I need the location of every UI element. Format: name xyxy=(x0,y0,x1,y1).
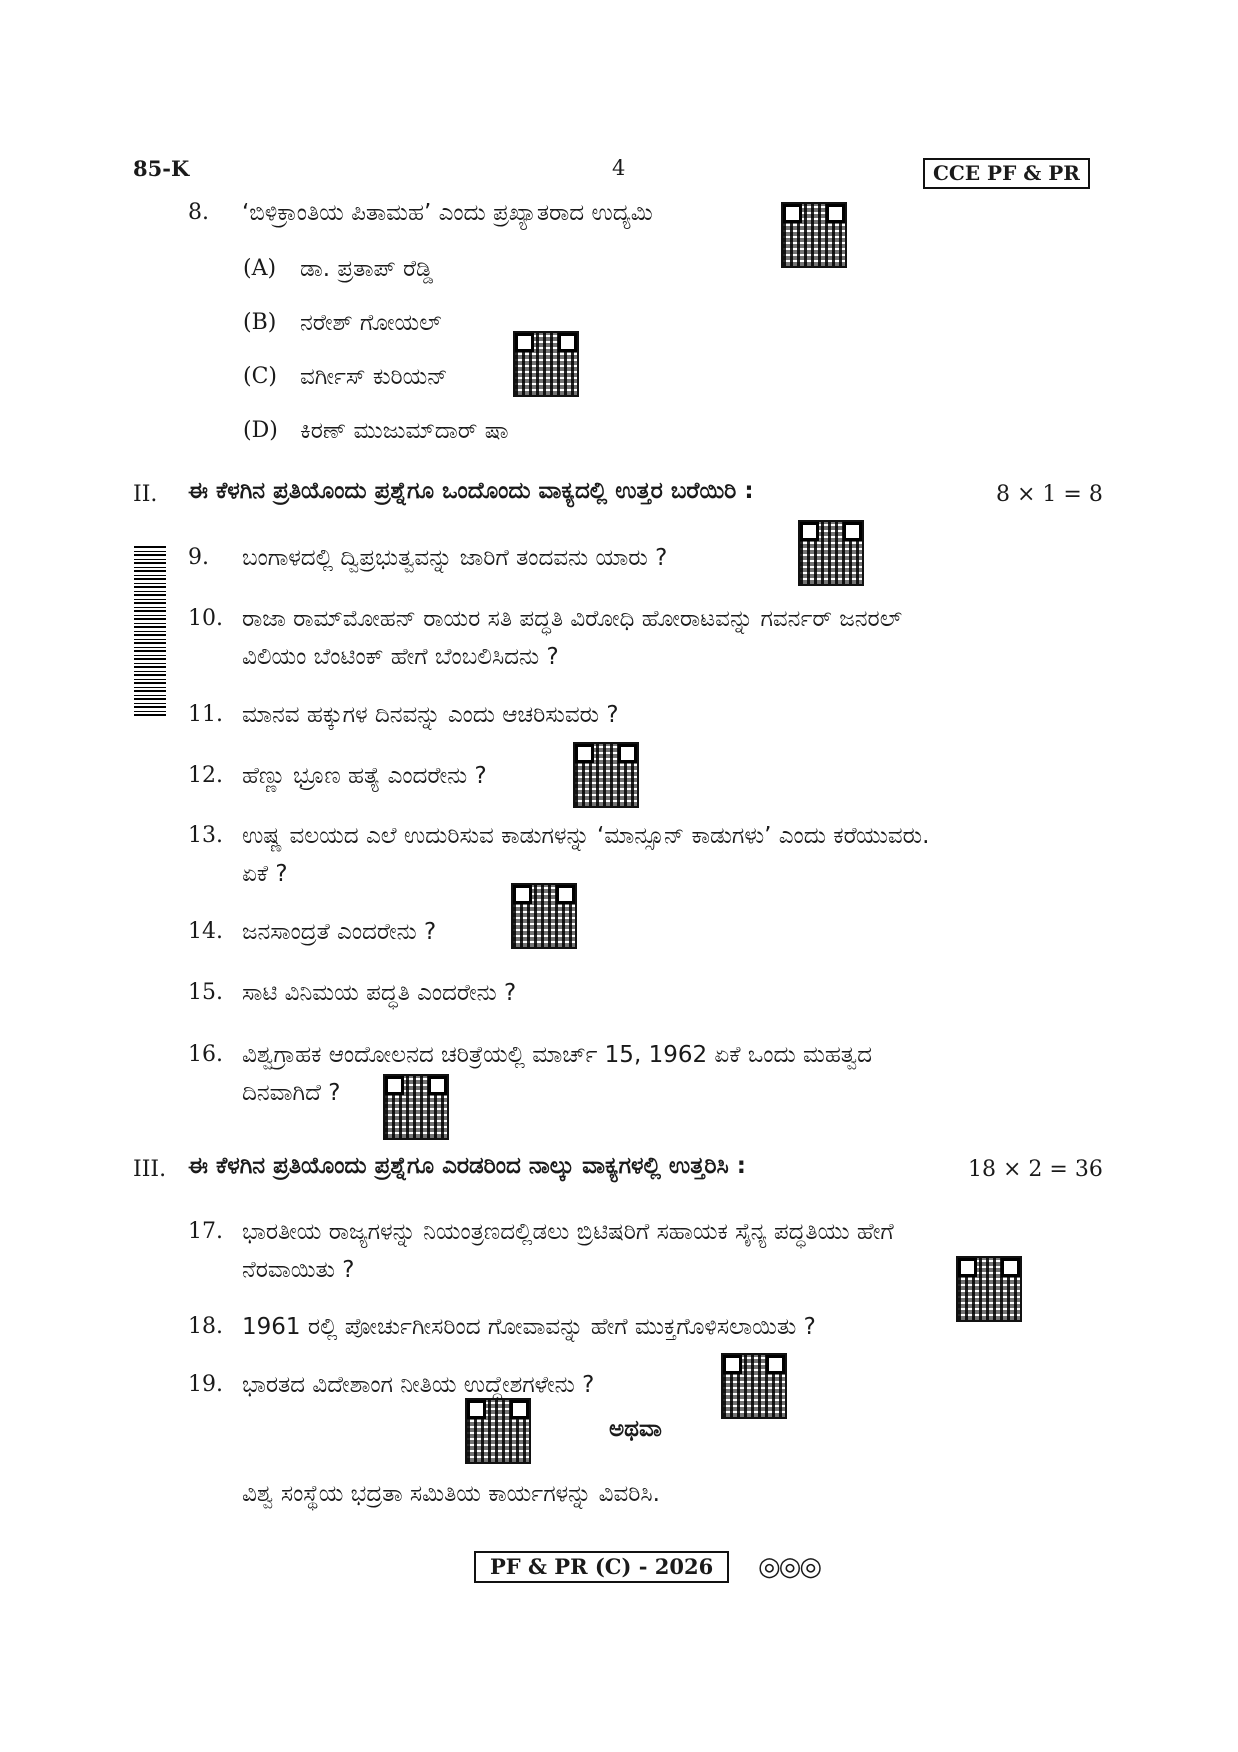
qr-code-icon xyxy=(513,885,575,947)
section-marks: 18 × 2 = 36 xyxy=(968,1157,1103,1182)
question-text-line2: ನೆರವಾಯಿತು ? xyxy=(242,1257,355,1283)
question-number: 8. xyxy=(188,200,209,225)
option-letter: (B) xyxy=(243,310,277,335)
section-number: II. xyxy=(133,482,158,507)
section-instruction: ಈ ಕೆಳಗಿನ ಪ್ರತಿಯೊಂದು ಪ್ರಶ್ನೆಗೂ ಒಂದೊಂದು ವಾಕ್ಯದಲ್ಲಿ ಉತ್ತರ ಬರೆಯಿರಿ : xyxy=(188,478,754,504)
question-number: 18. xyxy=(188,1314,223,1339)
option-text: ಕಿರಣ್ ಮುಜುಮ್‌ದಾರ್ ಷಾ xyxy=(300,418,509,444)
question-text: ‘ಬಿಳಿಕ್ರಾಂತಿಯ ಪಿತಾಮಹ’ ಎಂದು ಪ್ರಖ್ಯಾತರಾದ ಉದ್ಯಮಿ xyxy=(242,200,653,226)
question-text: ಉಷ್ಣ ವಲಯದ ಎಲೆ ಉದುರಿಸುವ ಕಾಡುಗಳನ್ನು ‘ಮಾನ್ಸೂನ್ ಕಾಡುಗಳು’ ಎಂದು ಕರೆಯುವರು. xyxy=(242,823,930,849)
question-text: 1961 ರಲ್ಲಿ ಪೋರ್ಚುಗೀಸರಿಂದ ಗೋವಾವನ್ನು ಹೇಗೆ ಮುಕ್ತಗೊಳಿಸಲಾಯಿತು ? xyxy=(242,1314,816,1340)
question-number: 9. xyxy=(188,545,209,570)
question-text: ಭಾರತದ ವಿದೇಶಾಂಗ ನೀತಿಯ ಉದ್ದೇಶಗಳೇನು ? xyxy=(242,1372,595,1398)
question-text-line2: ದಿನವಾಗಿದೆ ? xyxy=(242,1080,341,1106)
question-text: ಜನಸಾಂದ್ರತೆ ಎಂದರೇನು ? xyxy=(242,919,437,945)
question-text: ವಿಶ್ವಗ್ರಾಹಕ ಆಂದೋಲನದ ಚರಿತ್ರೆಯಲ್ಲಿ ಮಾರ್ಚ್ 15, 1962 ಏಕೆ ಒಂದು ಮಹತ್ವದ xyxy=(242,1042,872,1068)
question-number: 10. xyxy=(188,606,223,631)
option-letter: (D) xyxy=(243,418,278,443)
question-text: ಸಾಟಿ ವಿನಿಮಯ ಪದ್ಧತಿ ಎಂದರೇನು ? xyxy=(242,980,517,1006)
question-text-line2: ಏಕೆ ? xyxy=(242,861,288,887)
question-number: 13. xyxy=(188,823,223,848)
question-number: 17. xyxy=(188,1219,223,1244)
alternative-question: ವಿಶ್ವ ಸಂಸ್ಥೆಯ ಭದ್ರತಾ ಸಮಿತಿಯ ಕಾರ್ಯಗಳನ್ನು ವಿವರಿಸಿ. xyxy=(242,1481,660,1507)
circle-marks: ◎◎◎ xyxy=(758,1552,821,1582)
option-text: ವರ್ಗೀಸ್ ಕುರಿಯನ್ xyxy=(300,364,448,390)
series-label: CCE PF & PR xyxy=(923,158,1090,189)
or-label: ಅಥವಾ xyxy=(609,1416,662,1442)
option-letter: (A) xyxy=(243,256,277,281)
question-number: 12. xyxy=(188,763,223,788)
paper-code: 85-K xyxy=(133,156,190,181)
question-number: 14. xyxy=(188,919,223,944)
question-text: ಬಂಗಾಳದಲ್ಲಿ ದ್ವಿಪ್ರಭುತ್ವವನ್ನು ಜಾರಿಗೆ ತಂದವನು ಯಾರು ? xyxy=(242,545,668,571)
question-text: ರಾಜಾ ರಾಮ್‌ಮೋಹನ್ ರಾಯರ ಸತಿ ಪದ್ಧತಿ ವಿರೋಧಿ ಹೋರಾಟವನ್ನು ಗವರ್ನರ್ ಜನರಲ್ xyxy=(242,606,903,632)
question-number: 11. xyxy=(188,702,223,727)
section-instruction: ಈ ಕೆಳಗಿನ ಪ್ರತಿಯೊಂದು ಪ್ರಶ್ನೆಗೂ ಎರಡರಿಂದ ನಾಲ್ಕು ವಾಕ್ಯಗಳಲ್ಲಿ ಉತ್ತರಿಸಿ : xyxy=(188,1153,746,1179)
qr-code-icon xyxy=(800,522,862,584)
section-marks: 8 × 1 = 8 xyxy=(996,482,1103,507)
option-text: ಡಾ. ಪ್ರತಾಪ್ ರೆಡ್ಡಿ xyxy=(300,256,434,282)
question-text: ಮಾನವ ಹಕ್ಕುಗಳ ದಿನವನ್ನು ಎಂದು ಆಚರಿಸುವರು ? xyxy=(242,702,619,728)
page-number: 4 xyxy=(612,156,626,180)
qr-code-icon xyxy=(515,333,577,395)
option-letter: (C) xyxy=(243,364,277,389)
qr-code-icon xyxy=(575,744,637,806)
question-number: 19. xyxy=(188,1372,223,1397)
qr-code-icon xyxy=(723,1355,785,1417)
question-text-line2: ವಿಲಿಯಂ ಬೆಂಟಿಂಕ್ ಹೇಗೆ ಬೆಂಬಲಿಸಿದನು ? xyxy=(242,644,559,670)
section-number: III. xyxy=(133,1157,167,1182)
footer-code: PF & PR (C) - 2026 xyxy=(474,1551,729,1583)
question-number: 16. xyxy=(188,1042,223,1067)
question-text: ಹೆಣ್ಣು ಭ್ರೂಣ ಹತ್ಯೆ ಎಂದರೇನು ? xyxy=(242,763,487,789)
qr-code-icon xyxy=(783,204,845,266)
question-text: ಭಾರತೀಯ ರಾಜ್ಯಗಳನ್ನು ನಿಯಂತ್ರಣದಲ್ಲಿಡಲು ಬ್ರಿಟಿಷರಿಗೆ ಸಹಾಯಕ ಸೈನ್ಯ ಪದ್ಧತಿಯು ಹೇಗೆ xyxy=(242,1219,894,1245)
barcode xyxy=(134,546,166,716)
qr-code-icon xyxy=(385,1076,447,1138)
qr-code-icon xyxy=(958,1258,1020,1320)
question-number: 15. xyxy=(188,980,223,1005)
qr-code-icon xyxy=(467,1400,529,1462)
option-text: ನರೇಶ್ ಗೋಯಲ್ xyxy=(300,310,442,336)
